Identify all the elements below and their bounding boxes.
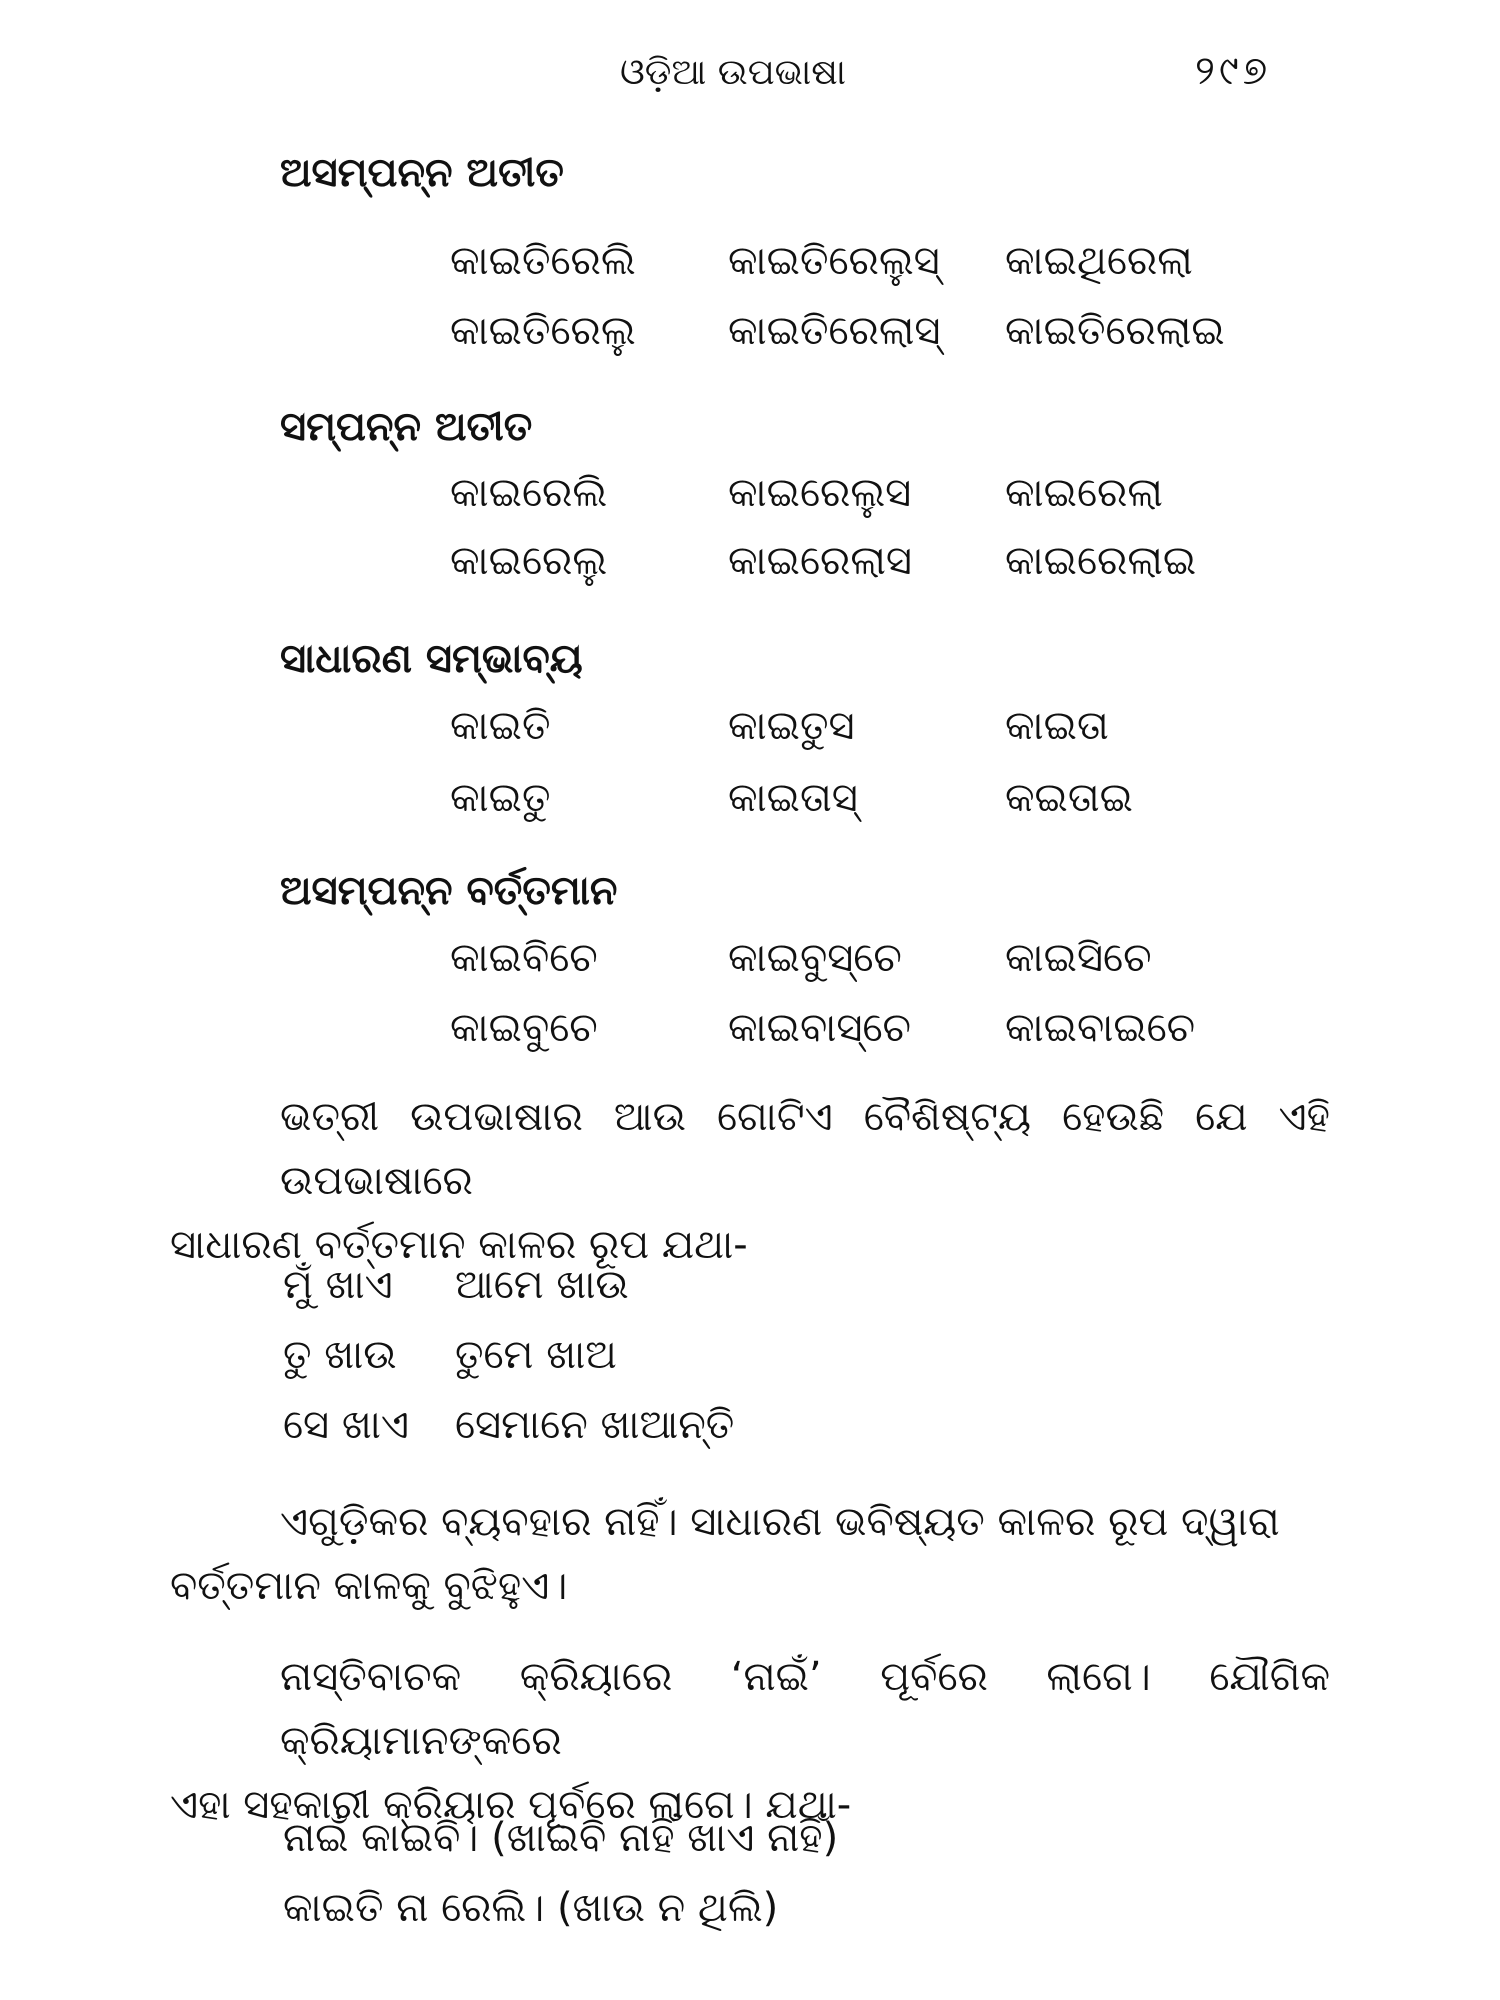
paragraph-line: ବର୍ତ୍ତମାନ କାଳକୁ ବୁଝିହୁଏ। bbox=[170, 1563, 568, 1609]
running-header-title: ଓଡ଼ିଆ ଉପଭାଷା bbox=[620, 52, 847, 93]
conjugation-cell: କାଇତା bbox=[1005, 703, 1109, 749]
paragraph-negation bbox=[170, 1645, 1330, 1837]
conjugation-cell: କାଇତାସ୍ bbox=[728, 775, 858, 821]
conjugation-cell: କାଇତିରେଲୁ bbox=[450, 308, 636, 354]
example-singular: ତୁ ଖାଉ bbox=[283, 1332, 397, 1378]
section-heading-simple-potential: ସାଧାରଣ ସମ୍ଭାବ୍ୟ bbox=[280, 636, 583, 682]
conjugation-cell: କାଇବୁଚେ bbox=[450, 1005, 598, 1051]
conjugation-cell: କଇତାଇ bbox=[1005, 775, 1133, 821]
section-heading-incomplete-past: ଅସମ୍ପନ୍ନ ଅତୀତ bbox=[280, 150, 564, 196]
example-plural: ତୁମେ ଖାଅ bbox=[455, 1332, 617, 1378]
paragraph-line: ନାସ୍ତିବାଚକ କ୍ରିୟାରେ ‘ନାଇଁ’ ପୂର୍ବରେ ଲାଗେ। ଯୌଗିକ କ୍ରିୟାମାନଙ୍କରେ bbox=[280, 1654, 1330, 1764]
negation-example: ନାଇଁ କାଇବି। (ଖାଇବି ନାହିଁ ଖାଏ ନାହିଁ) bbox=[283, 1815, 839, 1861]
conjugation-cell: କାଇରେଲୁସ bbox=[728, 470, 912, 516]
conjugation-cell: କାଇତିରେଲି bbox=[450, 238, 636, 284]
conjugation-cell: କାଇଥିରେଲା bbox=[1005, 238, 1193, 284]
conjugation-cell: କାଇରେଲା bbox=[1005, 470, 1163, 516]
example-singular: ମୁଁ ଖାଏ bbox=[283, 1262, 393, 1308]
conjugation-cell: କାଇତିରେଲାସ୍ bbox=[728, 308, 941, 354]
conjugation-cell: କାଇବାସ୍‌ଚେ bbox=[728, 1005, 911, 1051]
conjugation-cell: କାଇତିରେଲୁସ୍ bbox=[728, 238, 940, 284]
conjugation-cell: କାଇବିଚେ bbox=[450, 935, 598, 981]
example-plural: ଆମେ ଖାଉ bbox=[455, 1262, 629, 1308]
conjugation-cell: କାଇତିରେଲାଇ bbox=[1005, 308, 1225, 354]
paragraph-line: ସାଧାରଣ ବର୍ତ୍ତମାନ କାଳର ରୂପ ଯଥା- bbox=[170, 1222, 748, 1268]
conjugation-cell: କାଇବାଇଚେ bbox=[1005, 1005, 1196, 1051]
paragraph-dialect-feature bbox=[170, 1085, 1330, 1277]
conjugation-cell: କାଇବୁସ୍‌ଚେ bbox=[728, 935, 902, 981]
conjugation-cell: କାଇସିଚେ bbox=[1005, 935, 1152, 981]
paragraph-line: ଏହା ସହକାରୀ କ୍ରିୟାର ପୂର୍ବରେ ଲାଗେ। ଯଥା- bbox=[170, 1782, 852, 1828]
conjugation-cell: କାଇତୁସ bbox=[728, 703, 855, 749]
negation-example: କାଇତି ନା ରେଲି। (ଖାଉ ନ ଥିଲି) bbox=[283, 1885, 779, 1931]
conjugation-cell: କାଇରେଲୁ bbox=[450, 538, 608, 584]
paragraph-line: ଏଗୁଡ଼ିକର ବ୍ୟବହାର ନାହିଁ। ସାଧାରଣ ଭବିଷ୍ୟତ କାଳର ରୂପ ଦ୍ୱାରା bbox=[280, 1499, 1280, 1545]
conjugation-cell: କାଇତୁ bbox=[450, 775, 551, 821]
conjugation-cell: କାଇରେଲାଇ bbox=[1005, 538, 1197, 584]
example-singular: ସେ ଖାଏ bbox=[283, 1402, 409, 1448]
page-number: ୨୯୭ bbox=[1195, 48, 1272, 94]
paragraph-usage-note bbox=[170, 1490, 1330, 1618]
section-heading-incomplete-present: ଅସମ୍ପନ୍ନ ବର୍ତ୍ତମାନ bbox=[280, 868, 618, 914]
conjugation-cell: କାଇରେଲାସ bbox=[728, 538, 912, 584]
paragraph-line: ଭତ୍ରୀ ଉପଭାଷାର ଆଉ ଗୋଟିଏ ବୈଶିଷ୍ଟ୍ୟ ହେଉଛି ଯେ ଏହି ଉପଭାଷାରେ bbox=[280, 1094, 1330, 1204]
section-heading-complete-past: ସମ୍ପନ୍ନ ଅତୀତ bbox=[280, 404, 533, 450]
example-plural: ସେମାନେ ଖାଆନ୍ତି bbox=[455, 1402, 735, 1448]
conjugation-cell: କାଇତି bbox=[450, 703, 551, 749]
conjugation-cell: କାଇରେଲି bbox=[450, 470, 608, 516]
